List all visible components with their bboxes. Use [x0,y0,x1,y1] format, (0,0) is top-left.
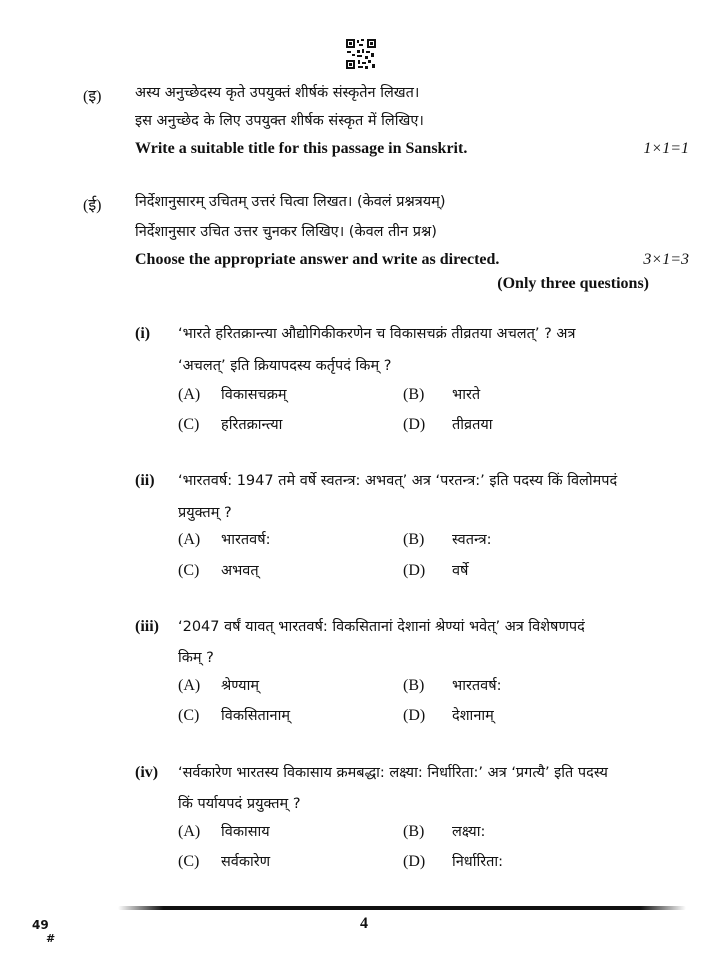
option-key: (C) [178,416,200,433]
option-text: स्वतन्त्र: [452,532,492,548]
option-key: (B) [403,531,425,548]
page-number: 4 [360,915,368,932]
option-key: (B) [403,823,425,840]
instruction-note: (Only three questions) [497,275,649,292]
option-key: (C) [178,853,200,870]
option-key: (D) [403,707,426,724]
option-key: (A) [178,677,201,694]
option-text: श्रेण्याम् [221,678,259,694]
question-text: किं पर्यायपदं प्रयुक्तम् ? [178,796,301,812]
option-text: विकासचक्रम् [221,387,287,403]
option-text: हरितक्रान्त्या [221,417,283,433]
option-key: (B) [403,677,425,694]
question-text: प्रयुक्तम् ? [178,505,232,521]
option-text: वर्षे [452,563,469,579]
option-text: निर्धारिता: [452,854,504,870]
option-key: (A) [178,386,201,403]
section-label-e: (इ) [83,88,102,105]
instruction-hindi: निर्देशानुसार उचित उत्तर चुनकर लिखिए। (केवल तीन प्रश्न) [135,224,437,240]
option-text: देशानाम् [452,708,494,724]
marks-label: 3×1=3 [643,251,689,268]
option-key: (D) [403,416,426,433]
question-text: किम् ? [178,650,214,666]
qr-code-icon [345,38,377,70]
option-key: (D) [403,853,426,870]
footer-mark: # [46,932,56,945]
footer-divider [118,906,686,910]
question-text: ‘सर्वकारेण भारतस्य विकासाय क्रमबद्धा: लक्ष्या: निर्धारिता:’ अत्र ‘प्रगत्यै’ इति पदस्य [178,765,608,781]
instruction-english: Choose the appropriate answer and write as directed. [135,251,500,268]
question-text: ‘भारते हरितक्रान्त्या औद्योगिकीकरणेन च विकासचक्रं तीव्रतया अचलत्’ ? अत्र [178,326,576,342]
question-text: ‘अचलत्’ इति क्रियापदस्य कर्तृपदं किम् ? [178,358,392,374]
marks-label: 1×1=1 [643,140,689,157]
question-number: (iv) [135,764,159,781]
option-key: (A) [178,823,201,840]
instruction-sanskrit: अस्य अनुच्छेदस्य कृते उपयुक्तं शीर्षकं संस्कृतेन लिखत। [135,85,420,101]
option-key: (B) [403,386,425,403]
section-label-ee: (ई) [83,197,102,214]
question-text: ‘2047 वर्षं यावत् भारतवर्ष: विकसितानां देशानां श्रेण्यां भवेत्’ अत्र विशेषणपदं [178,619,585,635]
option-text: लक्ष्या: [452,824,486,840]
option-text: विकसितानाम् [221,708,291,724]
option-text: सर्वकारेण [221,854,271,870]
question-number: (ii) [135,472,155,489]
option-text: विकासाय [221,824,270,840]
option-text: भारतवर्ष: [221,532,271,548]
option-text: भारतवर्ष: [452,678,502,694]
instruction-english: Write a suitable title for this passage in Sanskrit. [135,140,468,157]
instruction-hindi: इस अनुच्छेद के लिए उपयुक्त शीर्षक संस्कृत में लिखिए। [135,113,424,129]
option-key: (D) [403,562,426,579]
option-text: भारते [452,387,481,403]
question-text: ‘भारतवर्ष: 1947 तमे वर्षे स्वतन्त्र: अभवत्’ अत्र ‘परतन्त्र:’ इति पदस्य किं विलोमपदं [178,473,618,489]
option-text: तीव्रतया [452,417,493,433]
option-key: (C) [178,562,200,579]
option-key: (A) [178,531,201,548]
footer-code: 49 [32,918,49,932]
instruction-sanskrit: निर्देशानुसारम् उचितम् उत्तरं चित्वा लिखत। (केवलं प्रश्नत्रयम्) [135,194,446,210]
question-number: (i) [135,325,151,342]
question-number: (iii) [135,618,159,635]
option-text: अभवत् [221,563,259,579]
option-key: (C) [178,707,200,724]
